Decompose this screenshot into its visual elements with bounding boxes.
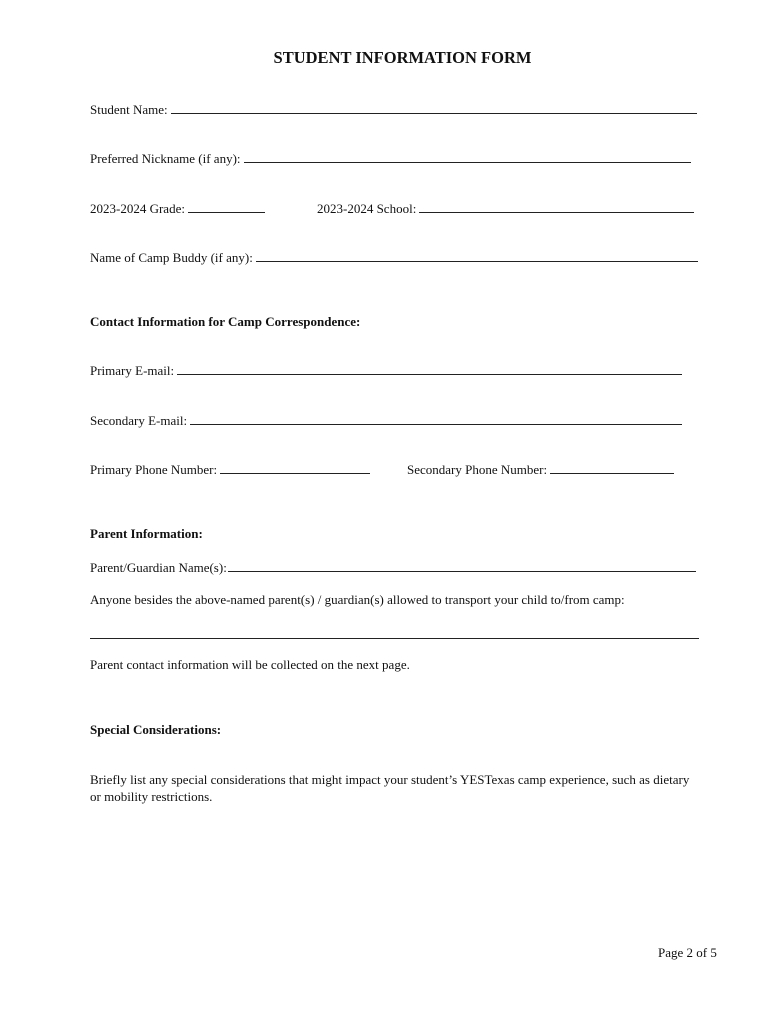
secondary-phone-label: Secondary Phone Number: — [407, 462, 548, 477]
primary-phone-label: Primary Phone Number: — [90, 462, 218, 477]
guardian-names-label: Parent/Guardian Name(s): — [90, 560, 227, 575]
parent-note: Parent contact information will be collected on the next page. — [90, 657, 410, 672]
nickname-field[interactable] — [244, 150, 691, 163]
contact-heading: Contact Information for Camp Correspondence: — [90, 314, 361, 329]
school-label: 2023-2024 School: — [317, 201, 417, 216]
grade-field[interactable] — [188, 200, 265, 213]
nickname-label: Preferred Nickname (if any): — [90, 151, 241, 166]
secondary-email-label: Secondary E-mail: — [90, 413, 188, 428]
student-name-label: Student Name: — [90, 102, 168, 117]
camp-buddy-row — [90, 249, 698, 266]
student-name-row — [90, 101, 697, 118]
primary-phone-row — [90, 461, 370, 478]
transport-answer-field[interactable] — [90, 638, 699, 639]
primary-phone-field[interactable] — [220, 461, 370, 474]
transport-question: Anyone besides the above-named parent(s) / guardian(s) allowed to transport your child to/from camp: — [90, 592, 625, 607]
special-instructions: Briefly list any special considerations that might impact your student’s YESTexas camp experience, such as dietary or mobility restrictions. — [90, 772, 690, 804]
secondary-phone-row — [407, 461, 674, 478]
secondary-phone-field[interactable] — [550, 461, 674, 474]
school-row — [317, 200, 694, 217]
primary-email-row — [90, 362, 682, 379]
camp-buddy-label: Name of Camp Buddy (if any): — [90, 250, 253, 265]
grade-row — [90, 200, 265, 217]
parent-heading: Parent Information: — [90, 526, 203, 541]
secondary-email-field[interactable] — [190, 412, 682, 425]
nickname-row — [90, 150, 691, 167]
secondary-email-row — [90, 412, 682, 429]
student-name-field[interactable] — [171, 101, 697, 114]
primary-email-field[interactable] — [177, 362, 682, 375]
camp-buddy-field[interactable] — [256, 249, 698, 262]
guardian-names-row — [90, 559, 696, 576]
special-heading: Special Considerations: — [90, 722, 222, 737]
page-number: Page 2 of 5 — [658, 945, 717, 960]
guardian-names-field[interactable] — [228, 559, 696, 572]
grade-label: 2023-2024 Grade: — [90, 201, 185, 216]
school-field[interactable] — [419, 200, 694, 213]
page-title: STUDENT INFORMATION FORM — [273, 48, 532, 67]
primary-email-label: Primary E-mail: — [90, 363, 175, 378]
